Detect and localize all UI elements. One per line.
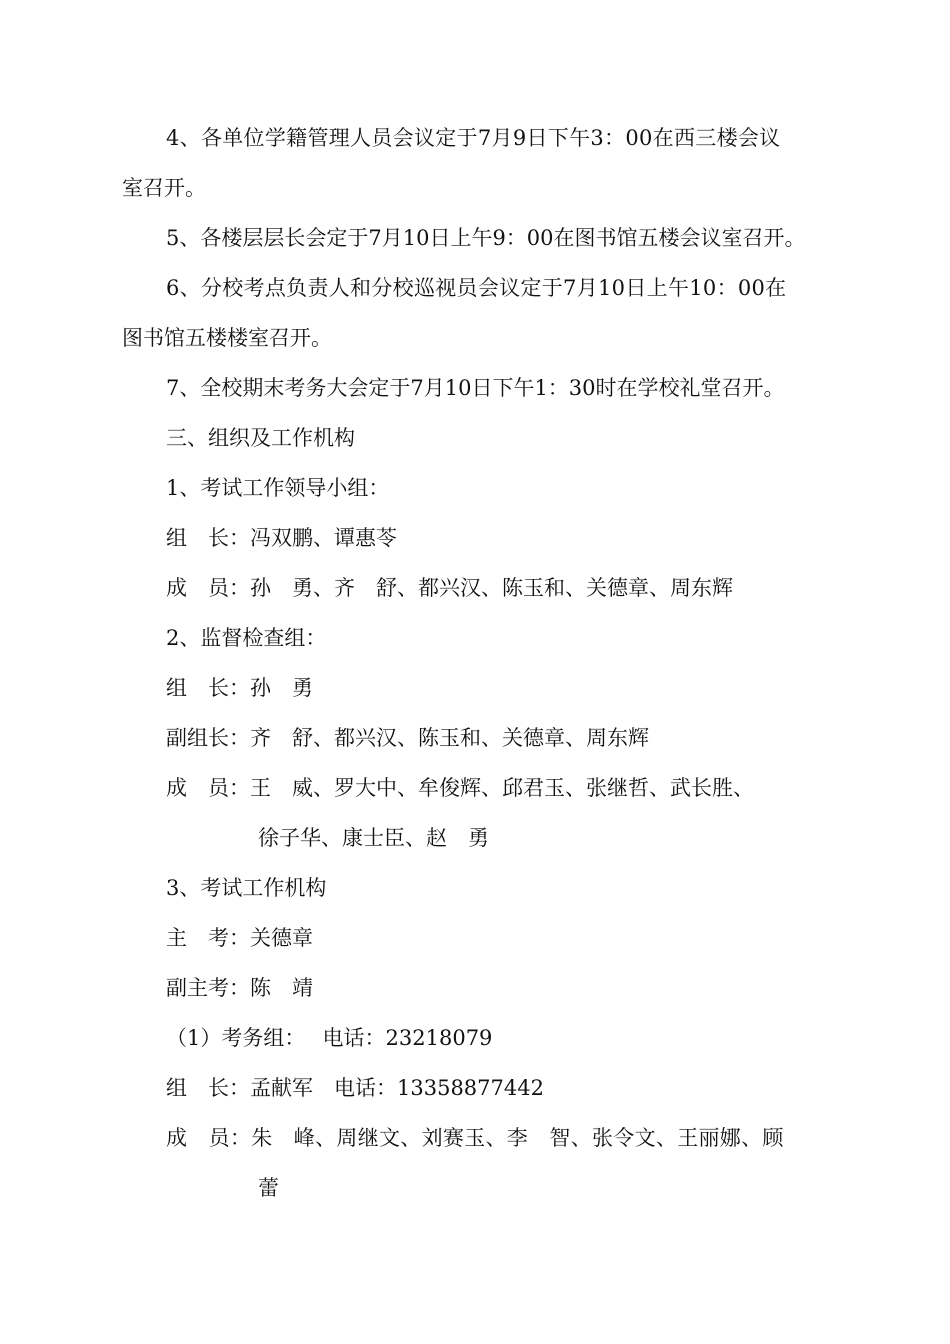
exam-affairs-group-members: 成 员：朱 峰、周继文、刘赛玉、李 智、张令文、王丽娜、顾 bbox=[166, 1126, 784, 1150]
supervision-group-leader: 组 长：孙 勇 bbox=[166, 676, 313, 700]
supervision-group-members: 成 员：王 威、罗大中、牟俊辉、邱君玉、张继哲、武长胜、 bbox=[166, 776, 754, 800]
leadership-group-leader: 组 长：冯双鹏、谭惠苓 bbox=[166, 526, 397, 550]
exam-affairs-group-members-continued: 蕾 bbox=[258, 1176, 279, 1200]
exam-affairs-group-leader: 组 长：孟献军 电话：13358877442 bbox=[166, 1076, 544, 1100]
deputy-chief-examiner: 副主考：陈 靖 bbox=[166, 976, 313, 1000]
supervision-group-deputy: 副组长：齐 舒、都兴汉、陈玉和、关德章、周东辉 bbox=[166, 726, 649, 750]
paragraph-item-4-continued: 室召开。 bbox=[122, 176, 206, 200]
paragraph-item-6-continued: 图书馆五楼楼室召开。 bbox=[122, 326, 332, 350]
subsection-heading-supervision-group: 2、监督检查组： bbox=[166, 626, 327, 650]
exam-affairs-group-heading: （1）考务组： 电话：23218079 bbox=[166, 1026, 493, 1050]
paragraph-item-7: 7、全校期末考务大会定于7月10日下午1：30时在学校礼堂召开。 bbox=[166, 376, 785, 400]
supervision-group-members-continued: 徐子华、康士臣、赵 勇 bbox=[258, 826, 489, 850]
subsection-heading-leadership-group: 1、考试工作领导小组： bbox=[166, 476, 390, 500]
paragraph-item-4: 4、各单位学籍管理人员会议定于7月9日下午3：00在西三楼会议 bbox=[166, 126, 781, 150]
section-heading: 三、组织及工作机构 bbox=[166, 426, 355, 450]
chief-examiner: 主 考：关德章 bbox=[166, 926, 313, 950]
paragraph-item-5: 5、各楼层层长会定于7月10日上午9：00在图书馆五楼会议室召开。 bbox=[166, 226, 806, 250]
paragraph-item-6: 6、分校考点负责人和分校巡视员会议定于7月10日上午10：00在 bbox=[166, 276, 787, 300]
subsection-heading-exam-organization: 3、考试工作机构 bbox=[166, 876, 327, 900]
leadership-group-members: 成 员：孙 勇、齐 舒、都兴汉、陈玉和、关德章、周东辉 bbox=[166, 576, 733, 600]
